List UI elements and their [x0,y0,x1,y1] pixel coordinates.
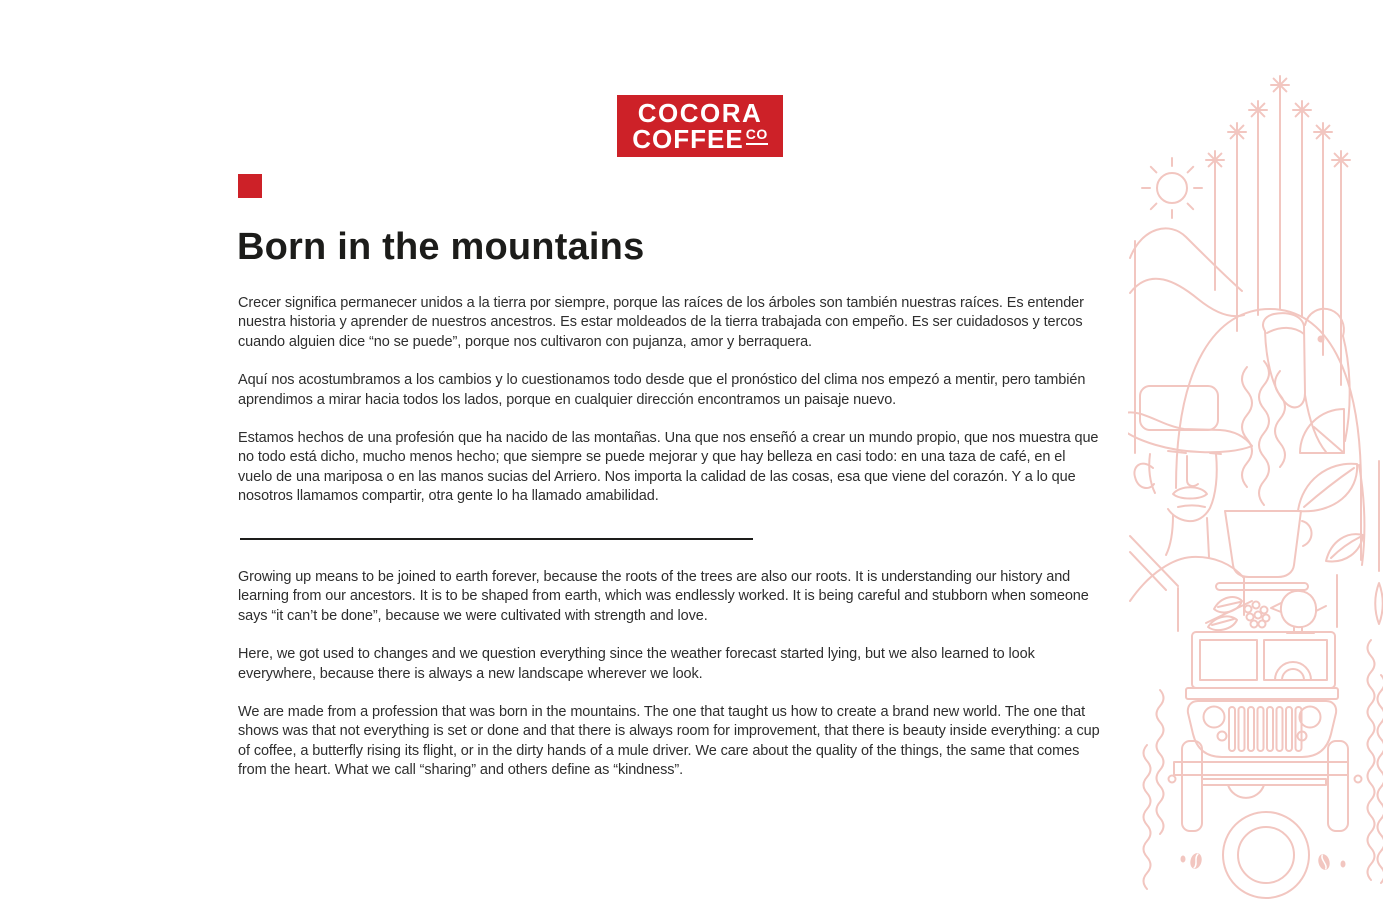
spanish-paragraph: Estamos hechos de una profesión que ha nacido de las montañas. Una que nos enseñó a crear un mundo propio, que nos muestra que no todo está dicho, mucho menos hecho; que siempre se puede mejorar y que hay belleza en casi todo: en una taza de café, en el vuelo de una mariposa o en las manos sucias del Arriero. Nos importa la calidad de las cosas, esa que viene del corazón. Y a lo que nosotros llamamos compartir, otra gente lo ha llamado amabilidad. [238,430,1099,505]
english-text-section [238,568,1100,800]
logo-word-coffee: COFFEE [632,124,744,154]
leaves [1298,461,1383,624]
coffee-berries [1245,602,1270,628]
small-bird-icon [1271,591,1326,633]
spanish-text-section [238,294,1100,526]
sun-icon [1142,158,1202,218]
sparkle-stems [1206,76,1350,385]
page-title: Born in the mountains [237,226,645,268]
logo-suffix-co: CO [746,127,768,145]
red-square-accent [238,174,262,198]
logo-word-coffee-co [632,126,767,152]
coffee-culture-illustration [1128,55,1383,900]
brand-logo [617,95,783,157]
willys-jeep-icon [1169,632,1362,831]
english-paragraph: Growing up means to be joined to earth forever, because the roots of the trees are also our roots. It is understanding our history and learning from our ancestors. It is to be shaped from earth, which was endlessly worked. It is being careful and stubborn when someone says “it can’t be done”, because we were cultivated with strength and love. [238,569,1089,624]
spanish-paragraph: Aquí nos acostumbramos a los cambios y lo cuestionamos todo desde que el pronóstico del clima nos empezó a mentir, pero también aprendimos a mirar hacia todos los lados, porque en cualquier dirección encontramos un paisaje nuevo. [238,372,1086,408]
spanish-paragraph: Crecer significa permanecer unidos a la tierra por siempre, porque las raíces de los árboles son también nuestras raíces. Es entender nuestra historia y aprender de nuestros ancestros. Es estar moldeados de la tierra trabajada con empeño. Es ser cuidadosos y tercos cuando alguien dice “no se puede”, porque nos cultivaron con pujanza, amor y berraquera. [238,295,1084,350]
coffee-steam [1242,361,1285,505]
jeep-wheel [1223,812,1309,898]
english-paragraph: We are made from a profession that was born in the mountains. The one that taught us how to create a brand new world. The one that shows was that not everything is set or done and that there is always room for improvement, that there is beauty inside everything: a cup of coffee, a butterfly rising its flight, or in the dirty hands of a mule driver. We care about the quality of the things, the same that comes from the heart. What we call “sharing” and others define as “kindness”. [238,704,1100,779]
logo-word-cocora: COCORA [637,98,763,128]
coffee-beans [1181,852,1346,871]
coffee-branch [1206,597,1252,630]
mule-driver-portrait [1128,386,1252,631]
divider-line [240,538,753,540]
mountain-lines [1130,228,1244,453]
arch [1176,309,1361,560]
english-paragraph: Here, we got used to changes and we question everything since the weather forecast started lying, but we also learned to look everywhere, because there is always a new landscape wherever we look. [238,646,1035,682]
